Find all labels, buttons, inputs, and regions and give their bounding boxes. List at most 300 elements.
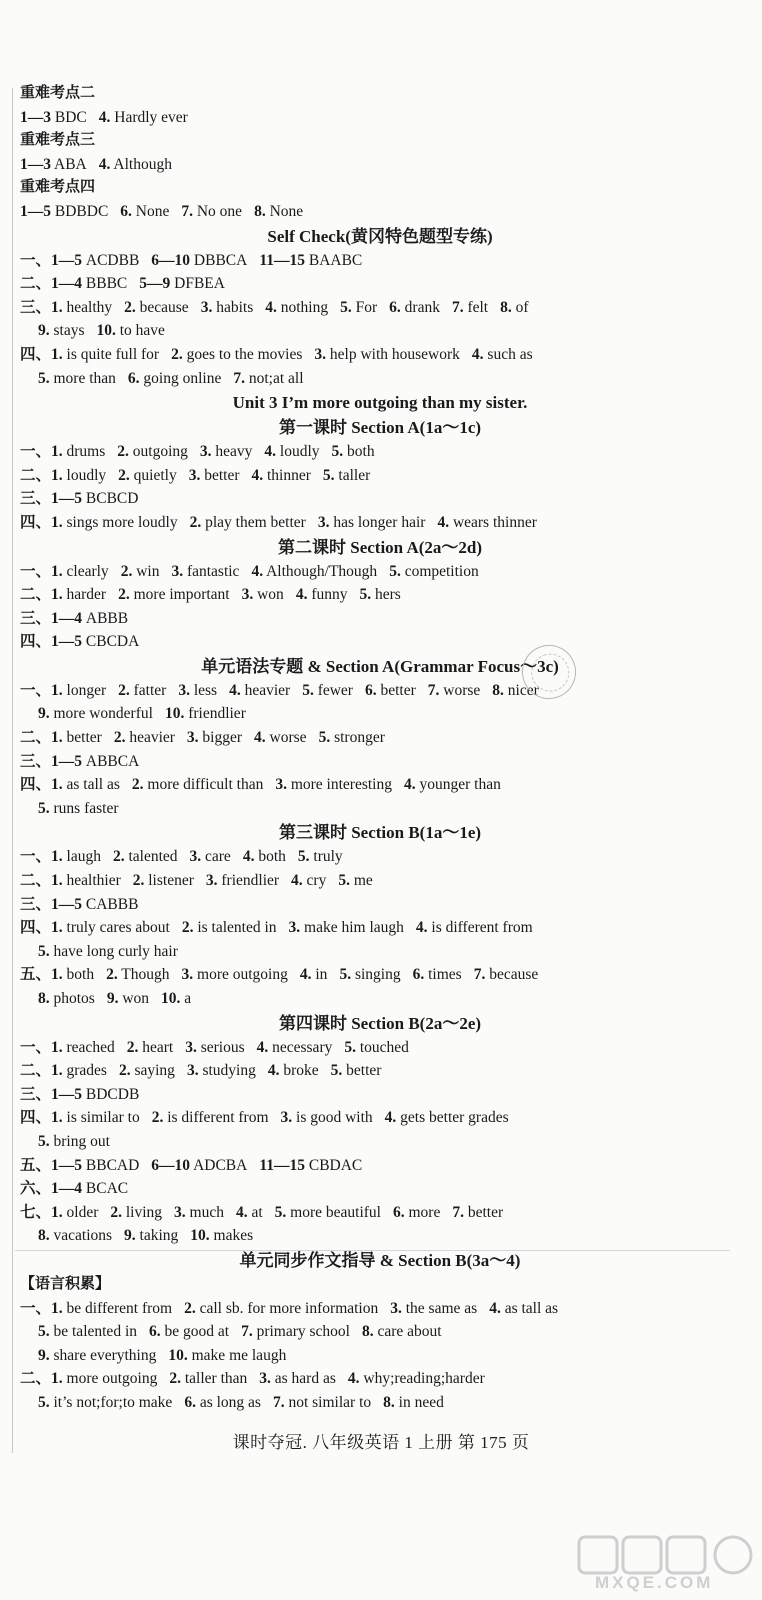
answer-item [184, 1300, 378, 1317]
item-number: 五、1—5 [20, 1156, 83, 1174]
answer-item [38, 370, 116, 387]
item-number: 3. [241, 586, 254, 604]
item-number: 3. [200, 298, 213, 316]
item-answer: more important [129, 586, 230, 604]
item-answer: BCAC [82, 1180, 129, 1198]
item-number: 4. [98, 155, 111, 173]
item-number: 6. [412, 966, 425, 984]
answer-item [182, 966, 288, 983]
answer-item [275, 776, 392, 793]
watermark-text: MXQE.COM [595, 1573, 714, 1592]
answer-item [259, 1157, 362, 1174]
section-heading: 第二课时 Section A(2a～2d) [278, 537, 482, 557]
item-number: 5. [38, 1393, 50, 1411]
item-number: 6. [393, 1203, 405, 1221]
item-answer: won [253, 586, 284, 604]
answer-item [20, 919, 170, 936]
item-number: 二、1. [20, 729, 63, 747]
item-number: 5. [359, 586, 372, 604]
item-answer: more wonderful [49, 705, 153, 723]
answer-item [338, 872, 372, 889]
item-number: 7. [473, 966, 486, 984]
item-answer: ABBB [82, 609, 129, 627]
answer-item [20, 563, 109, 580]
item-answer: talented [124, 848, 178, 866]
item-answer: to have [115, 322, 165, 340]
answer-item [107, 990, 149, 1007]
item-number: 10. [168, 1346, 188, 1364]
answer-item [38, 1347, 156, 1364]
item-answer: nicer [503, 681, 539, 699]
answer-item [124, 299, 189, 316]
item-number: 2. [106, 966, 118, 984]
item-number: 5. [274, 1203, 287, 1221]
item-number: 2. [120, 562, 133, 580]
answer-item [413, 966, 462, 983]
item-answer: funny [307, 586, 348, 604]
item-answer: cry [302, 872, 327, 890]
item-number: 3. [288, 919, 301, 937]
item-number: 四、1. [20, 1109, 63, 1127]
item-number: 2. [181, 919, 194, 937]
answer-item [20, 753, 139, 770]
item-number: 8. [362, 1323, 374, 1341]
item-number: 4. [403, 776, 416, 794]
item-number: 8. [492, 681, 504, 699]
item-number: 2. [110, 1203, 122, 1221]
answer-row [20, 797, 740, 821]
answer-item [20, 275, 127, 292]
item-number: 七、1. [20, 1203, 63, 1221]
item-number: 4. [295, 586, 308, 604]
item-number: 5. [338, 872, 350, 890]
answer-item [259, 252, 362, 269]
item-answer: taking [135, 1227, 179, 1245]
item-number: 4. [265, 298, 277, 316]
item-answer: help with housework [326, 345, 460, 363]
item-answer: better [62, 729, 102, 747]
item-answer: be good at [160, 1323, 230, 1341]
item-number: 一、1. [20, 1299, 63, 1317]
answer-row [20, 1320, 740, 1344]
item-answer: as hard as [270, 1370, 336, 1388]
item-answer: is talented in [193, 919, 277, 937]
item-answer: truly [309, 848, 343, 866]
item-number: 5. [38, 799, 50, 817]
item-number: 3. [314, 345, 327, 363]
answer-item [151, 1157, 247, 1174]
item-answer: BDC [51, 108, 87, 126]
answer-row [20, 1297, 740, 1321]
item-number: 6. [184, 1393, 196, 1411]
answer-item [118, 586, 230, 603]
item-number: 4. [235, 1203, 248, 1221]
answer-item [236, 1204, 263, 1221]
watermark-logo [575, 1535, 760, 1595]
answer-item [268, 1062, 319, 1079]
item-number: 4. [437, 513, 450, 531]
item-number: 五、1. [20, 966, 63, 984]
item-answer: None [265, 202, 304, 220]
answer-item [178, 682, 217, 699]
answer-item [38, 1227, 112, 1244]
answer-item [206, 872, 279, 889]
answer-item [20, 1039, 115, 1056]
item-answer: studying [198, 1062, 256, 1080]
item-number: 三、1—5 [20, 1085, 83, 1103]
item-number: 2. [184, 1299, 196, 1317]
item-number: 9. [38, 705, 50, 723]
item-number: 一、1. [20, 562, 63, 580]
item-answer: habits [212, 298, 254, 316]
answer-item [428, 682, 481, 699]
answer-item [389, 563, 479, 580]
item-answer: runs faster [49, 799, 119, 817]
section-label: 重难考点三 [20, 132, 96, 149]
item-number: 3. [174, 1203, 186, 1221]
section-label: 重难考点四 [20, 179, 96, 196]
item-answer: care about [373, 1323, 442, 1341]
item-answer: serious [196, 1038, 245, 1056]
item-answer: photos [49, 990, 95, 1007]
item-answer: why;reading;harder [359, 1370, 485, 1388]
answer-item [121, 563, 160, 580]
item-number: 7. [233, 369, 245, 387]
answer-item [251, 563, 377, 580]
item-number: 二、1. [20, 1370, 63, 1388]
section-label: 重难考点二 [20, 85, 96, 101]
answer-item [20, 682, 106, 699]
answer-row [20, 367, 740, 391]
item-answer: worse [439, 681, 481, 699]
item-number: 四、1. [20, 345, 63, 363]
answer-item [243, 848, 286, 865]
item-number: 11—15 [259, 251, 305, 269]
item-answer: better [342, 1062, 382, 1080]
section-heading: 第四课时 Section B(2a～2e) [278, 1013, 482, 1033]
item-answer: makes [209, 1227, 254, 1245]
item-answer: heart [138, 1038, 174, 1056]
answer-item [281, 1109, 373, 1126]
answer-row [20, 987, 740, 1011]
item-number: 4. [264, 443, 277, 461]
item-answer: Although/Though [263, 562, 378, 580]
item-answer: better [200, 466, 240, 484]
item-number: 3. [188, 466, 201, 484]
item-number: 4. [291, 872, 303, 890]
item-number: 一、1—5 [20, 251, 83, 269]
answer-row [20, 319, 740, 343]
item-number: 4. [471, 345, 484, 363]
answer-item [20, 109, 87, 126]
answer-item [38, 1394, 172, 1411]
item-number: 4. [242, 848, 255, 866]
answer-item [365, 682, 416, 699]
answer-item [348, 1370, 485, 1387]
answer-item [114, 729, 175, 746]
answer-row [20, 583, 740, 607]
item-number: 3. [178, 681, 190, 699]
item-answer: much [185, 1203, 224, 1221]
item-answer: because [135, 298, 189, 316]
answer-item [110, 1204, 162, 1221]
item-number: 5. [331, 443, 344, 461]
answer-row [20, 464, 740, 488]
answer-item [119, 1062, 175, 1079]
page-footer: 课时夺冠. 八年级英语 1 上册 第 175 页 [232, 1433, 530, 1452]
item-answer: DFBEA [170, 275, 225, 293]
answer-item [416, 919, 533, 936]
item-answer: more outgoing [193, 966, 288, 984]
item-number: 10. [164, 705, 185, 723]
item-answer: has longer hair [329, 513, 426, 531]
answer-item [152, 1109, 269, 1126]
item-number: 3. [259, 1370, 271, 1388]
answer-item [20, 1157, 139, 1174]
answer-item [128, 370, 221, 387]
item-number: 1—3 [20, 155, 51, 173]
item-number: 3. [199, 443, 212, 461]
item-number: 2. [118, 586, 130, 604]
item-number: 6. [364, 681, 377, 699]
item-number: 8. [254, 202, 266, 220]
item-number: 7. [451, 298, 464, 316]
item-answer: share everything [49, 1346, 157, 1364]
item-answer: of [511, 298, 529, 316]
answer-item [20, 467, 106, 484]
answer-item [289, 919, 404, 936]
answer-item [20, 1086, 139, 1103]
item-answer: primary school [252, 1323, 350, 1341]
item-number: 3. [171, 562, 184, 580]
item-answer: heavy [211, 443, 253, 461]
answer-item [296, 586, 348, 603]
answer-item [20, 610, 128, 627]
item-answer: friendlier [184, 705, 246, 723]
answer-item [275, 1204, 381, 1221]
section-heading: Unit 3 I’m more outgoing than my sister. [232, 393, 528, 413]
answer-row [20, 296, 740, 320]
item-answer: CBDAC [304, 1156, 363, 1174]
answer-item [20, 729, 102, 746]
item-number: 4. [254, 729, 266, 747]
item-answer: be talented in [49, 1323, 137, 1341]
answer-item [20, 514, 178, 531]
answer-row [20, 845, 740, 869]
item-number: 2. [169, 1370, 181, 1388]
item-number: 5. [330, 1062, 343, 1080]
item-answer: not similar to [284, 1393, 372, 1411]
item-number: 9. [124, 1227, 136, 1245]
item-number: 5. [339, 966, 352, 984]
item-number: 一、1. [20, 1038, 63, 1056]
answer-row [20, 440, 740, 464]
answer-item [383, 1394, 444, 1411]
item-number: 6—10 [151, 1156, 191, 1174]
item-number: 9. [38, 1346, 50, 1364]
item-number: 5. [344, 1038, 356, 1056]
answer-item [99, 109, 188, 126]
item-number: 4. [384, 1109, 397, 1127]
answer-item [38, 990, 95, 1007]
item-number: 6. [127, 369, 140, 387]
item-answer: felt [463, 298, 489, 316]
answer-item [97, 322, 165, 339]
answer-row [20, 893, 740, 917]
item-answer: None [131, 202, 170, 220]
answer-item [38, 943, 178, 960]
answer-item [190, 848, 231, 865]
answer-item [344, 1039, 409, 1056]
answer-item [302, 682, 353, 699]
item-answer: won [118, 990, 150, 1007]
item-answer: BDBDC [51, 202, 109, 220]
answer-item [118, 467, 177, 484]
item-answer: CABBB [82, 895, 139, 913]
item-answer: CBCDA [82, 633, 140, 651]
item-answer: fantastic [183, 562, 240, 580]
answer-item [149, 1323, 229, 1340]
answer-item [190, 1227, 253, 1244]
answer-item [151, 252, 247, 269]
answer-item [291, 872, 326, 889]
item-number: 2. [118, 466, 130, 484]
answer-item [20, 1109, 140, 1126]
answer-item [120, 203, 169, 220]
item-number: 三、1. [20, 298, 63, 316]
answer-row [20, 726, 740, 750]
answer-item [20, 896, 138, 913]
item-answer: both [62, 966, 95, 984]
answer-row [20, 343, 740, 367]
item-number: 6. [149, 1323, 161, 1341]
answer-item [20, 490, 138, 507]
item-answer: fewer [313, 681, 353, 699]
answer-item [20, 633, 139, 650]
binding-margin-line [12, 88, 13, 1453]
item-number: 6. [120, 202, 132, 220]
item-number: 6—10 [151, 251, 191, 269]
answer-row [20, 1344, 740, 1368]
item-number: 一、1. [20, 443, 63, 461]
item-answer: competition [400, 562, 479, 580]
answer-item [437, 514, 536, 531]
item-answer: make him laugh [300, 919, 404, 937]
item-answer: as tall as [500, 1299, 559, 1317]
answer-row [20, 869, 740, 893]
item-answer: BDCDB [82, 1085, 140, 1103]
item-number: 7. [241, 1323, 253, 1341]
item-answer: me [349, 872, 373, 890]
item-number: 5. [389, 562, 401, 580]
answer-item [20, 1062, 107, 1079]
answer-item [190, 514, 306, 531]
answer-row [20, 773, 740, 797]
item-number: 5—9 [139, 275, 171, 293]
item-answer: more interesting [286, 776, 392, 794]
item-answer: Though [117, 966, 170, 984]
answer-item [168, 1347, 286, 1364]
item-number: 3. [317, 513, 330, 531]
item-number: 三、1—5 [20, 752, 83, 770]
answer-item [331, 1062, 382, 1079]
answer-item [362, 1323, 442, 1340]
item-number: 2. [118, 681, 130, 699]
answer-item [20, 848, 101, 865]
answer-content [20, 82, 740, 1415]
answer-row [20, 153, 740, 177]
answer-item [389, 299, 440, 316]
item-number: 4. [267, 1062, 280, 1080]
item-answer: wears thinner [449, 513, 537, 531]
item-answer: drank [400, 298, 440, 316]
item-number: 3. [205, 872, 218, 890]
item-answer: have long curly hair [49, 942, 178, 960]
item-answer: goes to the movies [182, 345, 303, 363]
item-answer: a [180, 990, 192, 1007]
item-answer: at [247, 1203, 263, 1221]
item-number: 2. [171, 345, 183, 363]
item-number: 四、1. [20, 776, 63, 794]
item-answer: is different from [427, 919, 533, 937]
answer-item [20, 203, 108, 220]
item-answer: is different from [163, 1109, 269, 1127]
answer-item [452, 1204, 503, 1221]
item-number: 2. [132, 872, 145, 890]
item-answer: grades [62, 1062, 107, 1080]
item-number: 三、1—5 [20, 895, 83, 913]
item-answer: call sb. for more information [195, 1299, 379, 1317]
item-answer: better [463, 1203, 504, 1221]
answer-row [20, 1059, 740, 1083]
item-number: 2. [113, 729, 126, 747]
item-answer: truly cares about [62, 919, 170, 937]
item-answer: nothing [276, 298, 329, 316]
answer-item [20, 586, 106, 603]
answer-item [489, 1300, 558, 1317]
item-number: 7. [452, 1203, 464, 1221]
item-answer: thinner [263, 466, 311, 484]
answer-row [20, 963, 740, 987]
item-answer: BBBC [82, 275, 128, 293]
answer-item [265, 299, 328, 316]
item-answer: ACDBB [82, 251, 140, 269]
item-answer: ABA [51, 155, 87, 173]
item-answer: as long as [195, 1393, 261, 1411]
item-number: 3. [275, 776, 287, 794]
item-number: 9. [38, 322, 50, 340]
item-answer: sings more loudly [62, 513, 178, 531]
item-number: 二、1. [20, 466, 63, 484]
item-number: 1—5 [20, 202, 51, 220]
answer-row [20, 607, 740, 631]
section-heading: 单元语法专题 & Section A(Grammar Focus～3c) [201, 656, 559, 676]
item-number: 四、1—5 [20, 633, 83, 651]
answer-item [127, 1039, 173, 1056]
answer-item [474, 966, 539, 983]
item-answer: care [201, 848, 231, 866]
item-number: 一、1. [20, 848, 63, 866]
item-number: 3. [186, 729, 199, 747]
answer-item [20, 299, 112, 316]
answer-row [20, 1154, 740, 1178]
answer-row [20, 702, 740, 726]
answer-item [242, 586, 284, 603]
item-answer: Although [110, 155, 172, 173]
item-answer: times [424, 966, 462, 984]
item-number: 10. [96, 322, 116, 340]
item-answer: both [254, 848, 286, 866]
